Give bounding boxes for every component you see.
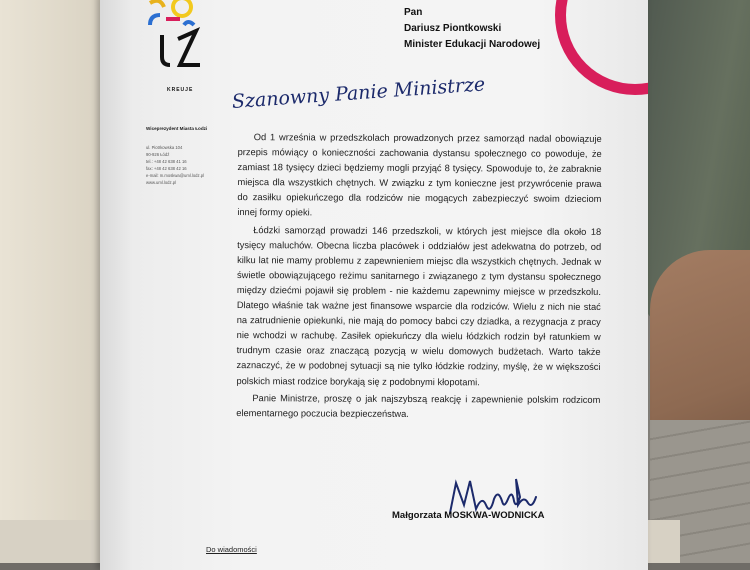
recipient-name: Dariusz Piontkowski xyxy=(404,23,502,34)
signature-surname: MOSKWA-WODNICKA xyxy=(444,510,545,521)
handwritten-salutation: Szanowny Panie Ministrze xyxy=(231,73,486,113)
signature-first-name: Małgorzata xyxy=(392,510,445,521)
recipient-title: Minister Edukacji Narodowej xyxy=(404,39,541,50)
address-line: fax: +48 42 638 42 16 xyxy=(146,166,187,171)
address-line: ul. Piotrkowska 104 xyxy=(146,145,183,150)
recipient-block xyxy=(404,5,540,53)
address-line: tel.: +48 42 638 41 16 xyxy=(146,159,187,164)
logo-caption: KREUJE xyxy=(167,87,194,93)
body-paragraph: Panie Ministrze, proszę o jak najszybszą reakcję i zapewnienie polskim rodzicom elementarnego poczucia bezpieczeństwa. xyxy=(236,392,601,419)
body-paragraph: Łódzki samorząd prowadzi 146 przedszkoli, w których jest miejsce dla około 18 tysięcy maluchów. Obecna liczba placówek i oddziałów jest adekwatna do potrzeb, od kilku lat nie mamy problemu z zapewnieniem miejsc dla wszystkich chętnych. Jednak w świetle obowiązującego reżimu sanitarnego i związanego z tym dystansu społecznego między dziećmi pojawił się problem - nie każdemu zapewnimy miejsce w przedszkolu. Dlatego właśnie tak ważne jest finansowe wsparcie dla rodziców. Wielu z nich nie stać na zatrudnienie opiekunki, nie mają do pomocy babci czy dziadka, a rezygnacja z pracy nie wchodzi w rachubę. Zasiłek opiekuńczy dla wielu łódzkich rodzin był ratunkiem w trudnym czasie oraz znaczącą pozycją w wielu domowych budżetach. Warto także zaznaczyć, że w podobnej sytuacji są nie tylko łódzkie rodziny, myślę, że w większości polskich miast rodzice borykają się z podobnymi kłopotami. xyxy=(236,224,602,387)
sender-organization: Wiceprezydent Miasta Łodzi xyxy=(146,126,208,131)
signature-name xyxy=(392,510,545,521)
address-line: e-mail: m.moskwa@uml.lodz.pl xyxy=(146,173,205,178)
sender-sidebar xyxy=(146,125,214,186)
letter-sheet xyxy=(100,0,648,570)
decorative-ring-icon xyxy=(555,0,648,95)
footer-note: Do wiadomości xyxy=(206,545,257,554)
address-line: 90-926 Łódź xyxy=(146,152,170,157)
recipient-line: Pan xyxy=(404,7,423,18)
address-line: www.uml.lodz.pl xyxy=(146,180,177,185)
body-paragraph: Od 1 września w przedszkolach prowadzonych przez samorząd nadal obowiązuje przepis mówiący o konieczności zachowania dystansu społecznego co powoduje, że zamiast 18 tysięcy dzieci będziemy mogli przyjąć 8 tysięcy. Spowoduje to, że zabraknie miejsca dla wszystkich chętnych. W związku z tym konieczne jest przywrócenie prawa do zasiłku opiekuńczego dla rodziców nie mogących zabezpieczyć swoim dzieciom innej formy opieki. xyxy=(237,132,602,218)
lodz-logo-icon xyxy=(140,0,220,100)
letter-body xyxy=(236,130,602,425)
